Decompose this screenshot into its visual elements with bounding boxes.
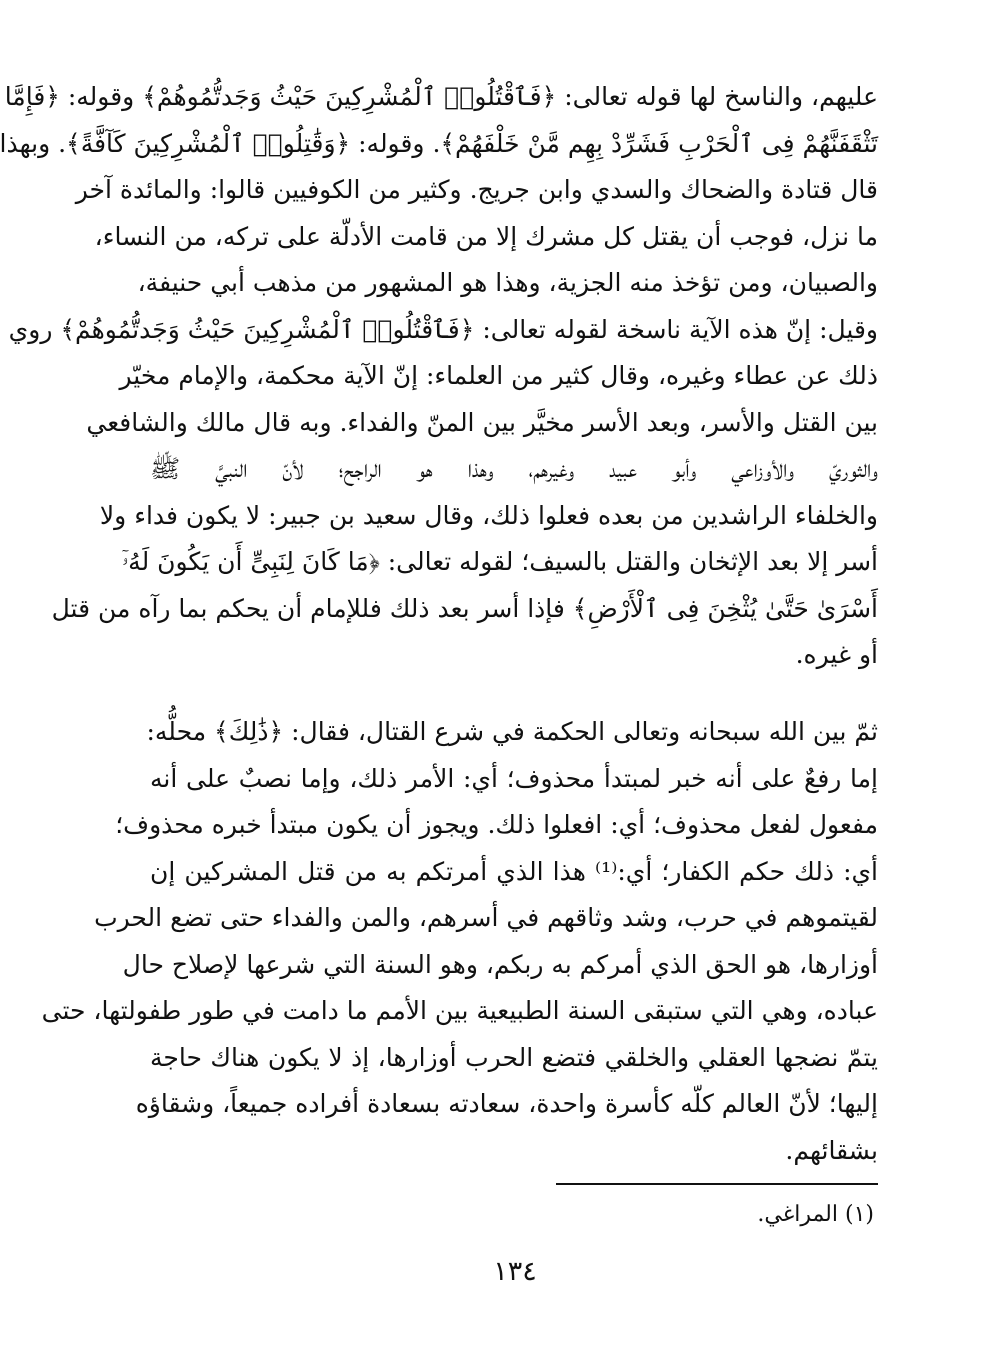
text-line: والثوريّ والأوزاعي وأبو عبيد وغيرهم، وهذا هو الراجح؛ لأنّ النبيَّ ﷺ — [150, 454, 878, 483]
paragraph-abrogation — [0, 74, 878, 679]
footnote-separator — [556, 1183, 878, 1185]
text-line: ما نزل، فوجب أن يقتل كل مشرك إلا من قامت الأدلّة على تركه، من النساء، — [94, 221, 878, 251]
text-line: أسر إلا بعد الإثخان والقتل بالسيف؛ لقوله تعالى: ﴿مَا كَانَ لِنَبِىٍّ أَن يَكُونَ لَهُۥٓ — [121, 547, 878, 576]
paragraph-wisdom-of-fighting — [41, 709, 879, 1174]
text-line: بشقائهم. — [785, 1135, 878, 1165]
page-number: ١٣٤ — [493, 1256, 537, 1287]
text-line: يتمّ نضجها العقلي والخلقي فتضع الحرب أوزارها، إذ لا يكون هناك حاجة — [150, 1042, 878, 1072]
text-line: أوزارها، هو الحق الذي أمركم به ربكم، وهو السنة التي شرعها لإصلاح حال — [122, 949, 878, 979]
text-line: إليها؛ لأنّ العالم كلّه كأسرة واحدة، سعادته بسعادة أفراده جميعاً، وشقاؤه — [135, 1089, 878, 1118]
text-line: والخلفاء الراشدين من بعده فعلوا ذلك، وقال سعيد بن جبير: لا يكون فداء ولا — [99, 500, 878, 530]
footnote: (١) المراغي. — [757, 1202, 874, 1227]
text-line: قال قتادة والضحاك والسدي وابن جريج. وكثير من الكوفيين قالوا: والمائدة آخر — [75, 175, 878, 204]
text-line: مفعول لفعل محذوف؛ أي: افعلوا ذلك. ويجوز أن يكون مبتدأ خبره محذوف؛ — [115, 810, 878, 839]
text-line: تَثْقَفَنَّهُمْ فِى ٱلْحَرْبِ فَشَرِّدْ بِهِم مَّنْ خَلْفَهُمْ﴾. وقوله: ﴿وَقَٰتِلُوا۟ ٱلْمُشْرِكِينَ كَآفَّةً﴾. وبهذا — [0, 128, 878, 158]
text-line: لقيتموهم في حرب، وشد وثاقهم في أسرهم، والمن والفداء حتى تضع الحرب — [94, 903, 878, 932]
text-line: عليهم، والناسخ لها قوله تعالى: ﴿فَٱقْتُلُوا۟ ٱلْمُشْرِكِينَ حَيْثُ وَجَدتُّمُوهُمْ﴾ وقوله: ﴿فَإِمَّا — [4, 82, 878, 111]
text-line: عباده، وهي التي ستبقى السنة الطبيعية بين الأمم ما دامت في طور طفولتها، حتى — [41, 996, 878, 1025]
text-line: ثمّ بين الله سبحانه وتعالى الحكمة في شرع القتال، فقال: ﴿ذَٰلِكَ﴾ محلُّه: — [146, 717, 878, 746]
text-line: ذلك عن عطاء وغيره، وقال كثير من العلماء: إنّ الآية محكمة، والإمام مخيّر — [119, 361, 878, 390]
text-line: إما رفعٌ على أنه خبر لمبتدأ محذوف؛ أي: الأمر ذلك، وإما نصبٌ على أنه — [150, 763, 878, 793]
text-line: والصبيان، ومن تؤخذ منه الجزية، وهذا هو المشهور من مذهب أبي حنيفة، — [137, 268, 878, 297]
text-line: أو غيره. — [795, 640, 878, 669]
text-line: أَسْرَىٰ حَتَّىٰ يُثْخِنَ فِى ٱلْأَرْضِ﴾ فإذا أسر بعد ذلك فللإمام أن يحكم بما رآه من قتل — [51, 593, 878, 623]
text-line: أي: ذلك حكم الكفار؛ أي:⁽¹⁾ هذا الذي أمرتكم به من قتل المشركين إن — [150, 856, 879, 886]
text-line: وقيل: إنّ هذه الآية ناسخة لقوله تعالى: ﴿فَٱقْتُلُوا۟ ٱلْمُشْرِكِينَ حَيْثُ وَجَدتُّمُوهُمْ﴾ روي — [8, 314, 878, 344]
text-line: بين القتل والأسر، وبعد الأسر مخيَّر بين المنّ والفداء. وبه قال مالك والشافعي — [86, 407, 878, 437]
